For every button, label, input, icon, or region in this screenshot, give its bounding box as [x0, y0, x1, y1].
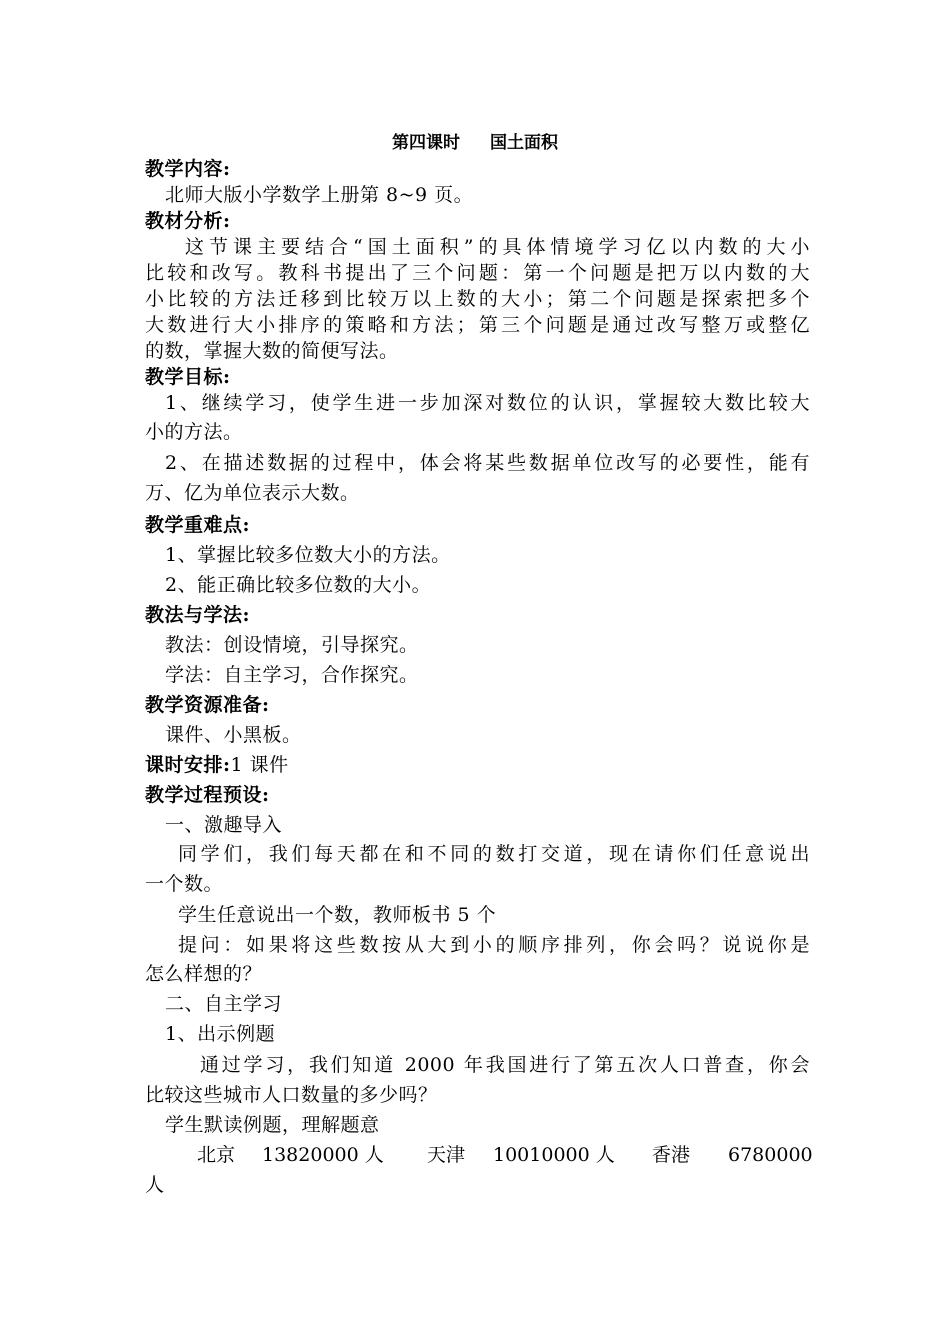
schedule-text: 1 课件	[230, 754, 289, 776]
goals-heading: 教学目标:	[145, 366, 231, 388]
city-hongkong: 香港	[652, 1144, 691, 1166]
city-population-row	[145, 1141, 813, 1169]
city-beijing: 北京	[197, 1144, 236, 1166]
population-unit-wrap: 人	[145, 1174, 165, 1196]
analysis-line: 小比较的方法迁移到比较万以上数的大小；第二个问题是探索把多个	[145, 288, 810, 310]
process-line: 提问：如果将这些数按从大到小的顺序排列，你会吗？说说你是	[178, 934, 810, 956]
analysis-line: 大数进行大小排序的策略和方法；第三个问题是通过改写整万或整亿	[145, 314, 810, 336]
analysis-line: 的数，掌握大数的简便写法。	[145, 340, 399, 362]
process-line: 1、出示例题	[165, 1023, 276, 1045]
process-line: 学生默读例题，理解题意	[165, 1114, 380, 1136]
lesson-number: 第四课时	[392, 133, 460, 153]
content-text: 北师大版小学数学上册第 8~9 页。	[165, 184, 474, 206]
key-line: 2、能正确比较多位数的大小。	[165, 574, 432, 596]
goal-line: 2、在描述数据的过程中，体会将某些数据单位改写的必要性，能有	[165, 452, 810, 474]
method-line: 教法：创设情境，引导探究。	[165, 634, 419, 656]
schedule-heading: 课时安排:	[145, 754, 231, 776]
goal-line: 万、亿为单位表示大数。	[145, 482, 360, 504]
key-line: 1、掌握比较多位数大小的方法。	[165, 544, 451, 566]
resource-text: 课件、小黑板。	[165, 724, 302, 746]
process-line: 一个数。	[145, 873, 224, 895]
goal-line: 小的方法。	[145, 421, 243, 443]
method-heading: 教法与学法:	[145, 604, 251, 626]
process-line: 学生任意说出一个数，教师板书 5 个	[178, 904, 497, 926]
process-line: 一、激趣导入	[165, 814, 283, 836]
schedule-row	[145, 751, 810, 779]
population-beijing: 13820000 人	[262, 1144, 384, 1166]
content-heading: 教学内容:	[145, 158, 231, 180]
analysis-line: 这节课主要结合“国土面积”的具体情境学习亿以内数的大小	[185, 236, 810, 258]
process-line: 怎么样想的？	[145, 963, 263, 985]
process-line: 同学们，我们每天都在和不同的数打交道，现在请你们任意说出	[178, 843, 810, 865]
population-tianjin: 10010000 人	[493, 1144, 615, 1166]
resource-heading: 教学资源准备:	[145, 694, 270, 716]
population-hongkong: 6780000	[728, 1144, 813, 1166]
process-line: 二、自主学习	[165, 993, 283, 1015]
process-line: 比较这些城市人口数量的多少吗？	[145, 1084, 438, 1106]
process-line: 通过学习，我们知道 2000 年我国进行了第五次人口普查，你会	[200, 1054, 810, 1076]
city-tianjin: 天津	[427, 1144, 466, 1166]
goal-line: 1、继续学习，使学生进一步加深对数位的认识，掌握较大数比较大	[165, 392, 810, 414]
lesson-title	[0, 130, 950, 156]
process-heading: 教学过程预设:	[145, 784, 270, 806]
method-line: 学法：自主学习，合作探究。	[165, 664, 419, 686]
key-heading: 教学重难点:	[145, 514, 251, 536]
lesson-topic: 国土面积	[490, 133, 558, 153]
analysis-line: 比较和改写。教科书提出了三个问题：第一个问题是把万以内数的大	[145, 262, 810, 284]
analysis-heading: 教材分析:	[145, 210, 231, 232]
